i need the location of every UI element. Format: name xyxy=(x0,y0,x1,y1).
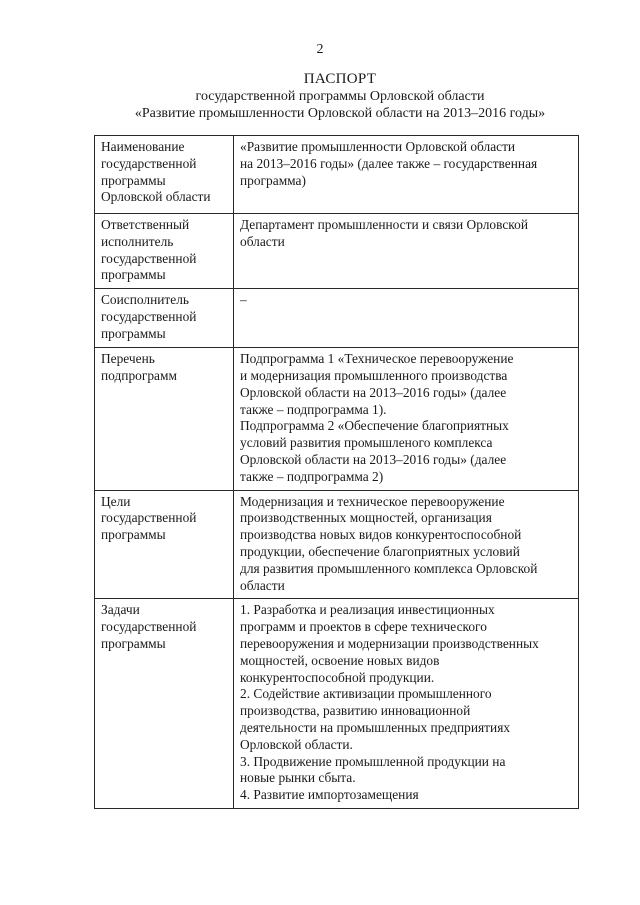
row-value-line: программа) xyxy=(240,172,306,188)
row-value-line: «Развитие промышленности Орловской области xyxy=(240,139,516,154)
document-subtitle-line-1: государственной программы Орловской области xyxy=(195,89,485,104)
document-subtitle-line-2: «Развитие промышленности Орловской области на 2013–2016 годы» xyxy=(134,106,546,121)
row-value-line: на 2013–2016 годы» (далее также – государственная xyxy=(240,155,538,171)
table-row-co-executor xyxy=(95,289,579,348)
row-value-line: также – подпрограмма 2) xyxy=(240,468,384,484)
table-row-responsible-executor xyxy=(95,214,579,289)
row-value-line: производства, развитию инновационной xyxy=(240,703,471,719)
row-value-line: области xyxy=(240,233,285,249)
row-value-line: мощностей, освоение новых видов xyxy=(240,652,440,668)
row-label-line: Наименование xyxy=(101,139,185,154)
row-value-line: также – подпрограмма 1). xyxy=(240,401,387,417)
row-label-cell xyxy=(95,136,234,214)
row-value-line: новые рынки сбыта. xyxy=(240,770,356,786)
row-value-cell xyxy=(234,289,579,348)
row-value-line: условий развития промышленого комплекса xyxy=(240,435,493,451)
row-label-cell xyxy=(95,490,234,599)
table-row-program-tasks xyxy=(95,599,579,809)
row-label-line: Орловской области xyxy=(101,189,211,205)
row-label-line: подпрограмм xyxy=(101,367,177,383)
row-label-cell xyxy=(95,348,234,490)
row-label-line: Ответственный xyxy=(101,217,190,232)
row-value-line: Департамент промышленности и связи Орловской xyxy=(240,217,528,232)
row-value-line: 1. Разработка и реализация инвестиционных xyxy=(240,602,495,618)
page-number: 2 xyxy=(316,42,324,57)
table-row-program-name xyxy=(95,136,579,214)
row-label-line: государственной xyxy=(101,308,197,324)
document-title: ПАСПОРТ xyxy=(303,71,377,87)
row-value-line: Орловской области на 2013–2016 годы» (далее xyxy=(240,384,507,400)
row-label-line: программы xyxy=(101,172,166,188)
row-label-cell xyxy=(95,214,234,289)
row-label-line: исполнитель xyxy=(101,233,174,249)
row-value-line: перевооружения и модернизации производственных xyxy=(240,635,539,651)
row-label-line: государственной xyxy=(101,510,197,526)
row-label-line: Задачи xyxy=(101,602,140,618)
row-value-line: Модернизация и техническое перевооружение xyxy=(240,493,505,509)
row-value-line: 2. Содействие активизации промышленного xyxy=(240,686,492,702)
row-value-cell xyxy=(234,214,579,289)
row-label-line: программы xyxy=(101,267,166,283)
row-value-line: Подпрограмма 2 «Обеспечение благоприятных xyxy=(240,418,509,434)
row-value-line: для развития промышленного комплекса Орловской xyxy=(240,560,538,576)
row-label-line: Перечень xyxy=(101,351,155,367)
row-value-line: программ и проектов в сфере технического xyxy=(240,619,487,635)
row-label-line: Соисполнитель xyxy=(101,292,190,308)
document-heading xyxy=(0,70,640,122)
row-value-cell xyxy=(234,136,579,214)
row-value-line: 4. Развитие импортозамещения xyxy=(240,787,419,803)
row-value-line: области xyxy=(240,577,285,593)
row-value-cell xyxy=(234,490,579,599)
row-label-line: государственной xyxy=(101,155,197,171)
row-label-line: программы xyxy=(101,635,166,651)
row-value-line: – xyxy=(240,292,247,308)
row-value-line: Орловской области на 2013–2016 годы» (далее xyxy=(240,451,507,467)
row-label-line: государственной xyxy=(101,250,197,266)
row-value-line: 3. Продвижение промышленной продукции на xyxy=(240,753,506,769)
row-value-line: производственных мощностей, организация xyxy=(240,510,492,526)
row-value-line: производства новых видов конкурентоспособной xyxy=(240,527,522,543)
row-label-line: государственной xyxy=(101,619,197,635)
row-value-cell xyxy=(234,348,579,490)
row-value-line: конкурентоспособной продукции. xyxy=(240,669,435,685)
table-row-subprograms-list xyxy=(95,348,579,490)
row-value-line: Орловской области. xyxy=(240,736,353,752)
row-label-line: Цели xyxy=(101,493,131,509)
row-label-cell xyxy=(95,599,234,809)
row-label-cell xyxy=(95,289,234,348)
row-value-line: продукции, обеспечение благоприятных условий xyxy=(240,543,520,559)
row-value-line: Подпрограмма 1 «Техническое перевооружение xyxy=(240,351,514,367)
row-label-line: программы xyxy=(101,527,166,543)
passport-table-body xyxy=(95,136,579,809)
row-value-line: деятельности на промышленных предприятиях xyxy=(240,719,511,735)
row-value-line: и модернизация промышленного производства xyxy=(240,367,508,383)
row-value-cell xyxy=(234,599,579,809)
row-label-line: программы xyxy=(101,325,166,341)
passport-table xyxy=(94,135,579,809)
table-row-program-goals xyxy=(95,490,579,599)
